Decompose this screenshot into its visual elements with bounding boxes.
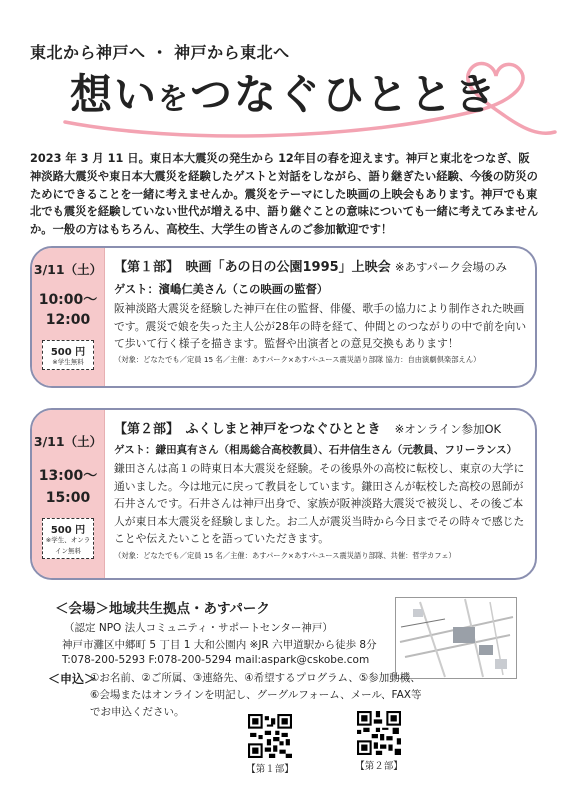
intro-text: 2023 年 3 月 11 日。東日本大震災の発生から 12年目の春を迎えます。神戸と東北をつなぎ、阪神淡路大震災や東日本大震災を経験したゲストと対話をしながら、語り継ぎたい経験、今後の防災のためにできることを一緒に考えませんか。震災をテーマにした映画の上映会もあります。神戸でも東北でも震災を経験していない世代が増える中、語り継ぐことの意味についても一緒に考えてみませんか。一般の方はもちろん、高校生、大学生の皆さんのご参加歓迎です！ xyxy=(30,152,539,237)
part1-price: 500 円 xyxy=(50,347,86,358)
part2-price: 500 円 xyxy=(50,525,86,536)
part1-card xyxy=(30,246,537,388)
venue-contact: T:078-200-5293 F:078-200-5294 mail:aspark@cskobe.com xyxy=(62,654,370,666)
part2-price-note1: ※学生、オンラ xyxy=(45,536,91,544)
part2-price-note2: イン無料 xyxy=(55,547,81,555)
part1-time-start: 10:00～ xyxy=(38,292,98,308)
subtitle: 東北から神戸へ ・ 神戸から東北へ xyxy=(30,43,290,62)
part2-heading: 【第２部】 ふくしまと神戸をつなぐひととき xyxy=(114,422,381,437)
part2-heading-row xyxy=(114,418,527,437)
title-particle: を xyxy=(158,82,191,117)
venue-map xyxy=(395,597,517,679)
part1-heading: 【第１部】 映画「あの日の公園1995」上映会 xyxy=(114,260,391,275)
part1-footnote: （対象：どなたでも／定員 15 名／主催：あすパーク×あすパ-ユース震災語り部隊 協力：自由演劇倶楽部えん） xyxy=(114,354,481,364)
venue-title: ＜会場＞地域共生拠点・あすパーク xyxy=(55,601,270,617)
part1-body: 阪神淡路大震災を経験した神戸在住の監督、俳優、歌手の協力により制作された映画です。震災で娘を失った主人公が28年の時を経て、仲間とのつながりの中で前を向いて歩いて行く様子を描きます。監督や出演者との意見交換もあります！ xyxy=(114,302,527,350)
apply-label: ＜申込＞ xyxy=(48,672,97,686)
part1-price-box xyxy=(42,340,94,370)
part1-guest: ゲスト：濱嶋仁美さん（この映画の監督） xyxy=(114,283,329,296)
qr-caption-part2: 【第２部】 xyxy=(355,761,403,772)
part2-body: 鎌田さんは高１の時東日本大震災を経験。その後県外の高校に転校し、東京の大学に通いました。今は地元に戻って教員をしています。鎌田さんが転校した高校の恩師が石井さんです。石井さんは神戸出身で、家族が阪神淡路大震災で被災し、その後ご本人が東日本大震災を経験しました。お二人が震災当時から今日までその時々で感じたことや伝えたいことを語っていただきます。 xyxy=(114,462,525,545)
page-title xyxy=(70,62,498,122)
part2-time-end: 15:00 xyxy=(45,490,91,506)
part2-date: 3/11（土） xyxy=(33,434,103,449)
part2-footnote: （対象：どなたでも／定員 15 名／主催：あすパーク×あすパ-ユース震災語り部隊、共催：哲学カフェ） xyxy=(114,550,456,560)
title-part2: つなぐひととき xyxy=(190,70,499,119)
venue-organization: （認定 NPO 法人コミュニティ・サポートセンター神戸） xyxy=(64,622,333,634)
qr-caption-part1: 【第１部】 xyxy=(246,764,294,775)
part2-price-box xyxy=(42,518,94,559)
apply-text: ①お名前、②ご所属、③連絡先、④希望するプログラム、⑤参加動機、⑥会場またはオンラインを明記し、グーグルフォーム、メール、FAX等でお申込ください。 xyxy=(90,672,422,718)
part2-guest: ゲスト：鎌田真有さん（相馬総合高校教員）、石井信生さん（元教員、フリーランス） xyxy=(114,444,518,456)
qr-code-part2-icon[interactable] xyxy=(357,711,401,755)
part1-date: 3/11（土） xyxy=(33,262,103,277)
part1-time-end: 12:00 xyxy=(45,312,91,328)
part2-heading-note: ※オンライン参加OK xyxy=(394,422,502,436)
title-part1: 想い xyxy=(70,70,159,119)
part1-heading-note: ※あすパーク会場のみ xyxy=(394,260,508,274)
venue-address: 神戸市灘区中郷町 5 丁目 1 大和公園内 ※JR 六甲道駅から徒歩 8分 xyxy=(62,639,377,651)
part1-price-note: ※学生無料 xyxy=(52,358,84,366)
qr-code-part1-icon[interactable] xyxy=(248,714,292,758)
part2-card xyxy=(30,408,537,580)
part1-heading-row xyxy=(114,256,527,275)
part2-time-start: 13:00～ xyxy=(38,468,98,484)
